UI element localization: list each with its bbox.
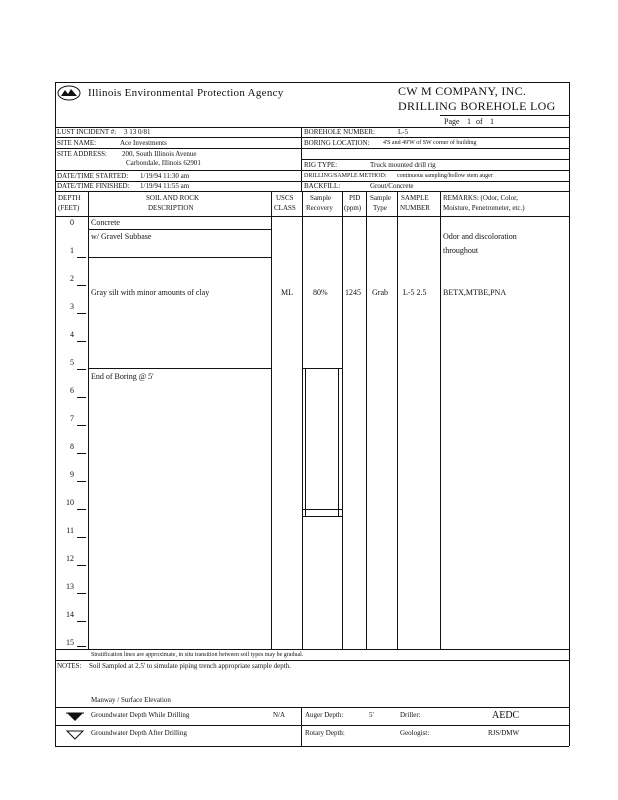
col-line-stype bbox=[397, 191, 398, 649]
gw-while-label: Groundwater Depth While Drilling bbox=[91, 711, 190, 719]
log-recovery: 80% bbox=[313, 288, 328, 297]
page-line-top bbox=[440, 115, 569, 116]
depth-tick bbox=[77, 646, 86, 647]
log-remarks-b: throughout bbox=[443, 246, 479, 255]
depth-tick bbox=[77, 481, 86, 482]
gw-top-line bbox=[55, 707, 569, 708]
date-finished-value: 1/19/94 11:55 am bbox=[140, 182, 190, 190]
col-pid-2: (ppm) bbox=[344, 204, 362, 212]
col-line-snum bbox=[440, 191, 441, 649]
col-pid-1: PID bbox=[349, 194, 361, 202]
page-number: 1 bbox=[467, 117, 471, 126]
rig-type-label: RIG TYPE: bbox=[304, 161, 338, 169]
col-soil-2: DESCRIPTION bbox=[148, 204, 194, 212]
site-name-value: Ace Investments bbox=[120, 139, 167, 147]
depth-label: 2 bbox=[70, 274, 74, 283]
depth-tick bbox=[77, 285, 86, 286]
col-sample-1: Sample bbox=[310, 194, 331, 202]
boring-location-label: BORING LOCATION: bbox=[304, 139, 370, 147]
col-remarks-2: Moisture, Penetrometer, etc.) bbox=[443, 204, 525, 212]
company-name: CW M COMPANY, INC. bbox=[398, 84, 527, 98]
recovery-line-b bbox=[302, 516, 342, 517]
depth-tick bbox=[77, 593, 86, 594]
site-address-label: SITE ADDRESS: bbox=[57, 150, 107, 158]
driller-label: Driller: bbox=[400, 711, 421, 719]
date-started-value: 1/19/94 11:30 am bbox=[140, 172, 190, 180]
log-pid: 1245 bbox=[345, 288, 361, 297]
info-line-4 bbox=[55, 170, 569, 171]
backfill-value: Grout/Concrete bbox=[370, 182, 414, 190]
strata-line-concrete bbox=[88, 229, 271, 230]
depth-label: 5 bbox=[70, 358, 74, 367]
depth-label: 1 bbox=[70, 246, 74, 255]
driller-value: AEDC bbox=[492, 710, 520, 721]
form-title: DRILLING BOREHOLE LOG bbox=[398, 99, 556, 113]
depth-label: 12 bbox=[66, 554, 74, 563]
bottom-border bbox=[55, 746, 569, 747]
depth-label: 15 bbox=[66, 638, 74, 647]
strata-line-subbase bbox=[88, 257, 271, 258]
depth-tick bbox=[77, 565, 86, 566]
depth-tick bbox=[77, 257, 86, 258]
depth-tick bbox=[77, 313, 86, 314]
depth-tick bbox=[77, 397, 86, 398]
iepa-logo-icon bbox=[57, 85, 81, 101]
log-end: End of Boring @ 5' bbox=[91, 372, 154, 381]
depth-tick bbox=[77, 369, 86, 370]
log-bottom-line bbox=[55, 649, 569, 650]
groundwater-after-icon bbox=[66, 727, 84, 737]
depth-label: 9 bbox=[70, 470, 74, 479]
depth-tick bbox=[77, 537, 86, 538]
info-line-2 bbox=[55, 148, 569, 149]
rig-type-value: Truck mounted drill rig bbox=[370, 161, 436, 169]
depth-tick bbox=[77, 509, 86, 510]
lust-value: 3 13 0/81 bbox=[124, 128, 151, 136]
drilling-method-value: continuous sampling/hollow stem auger bbox=[397, 173, 493, 179]
gw-middle-line bbox=[55, 725, 569, 726]
depth-label: 13 bbox=[66, 582, 74, 591]
right-border bbox=[569, 82, 570, 746]
log-remarks-a: Odor and discoloration bbox=[443, 232, 517, 241]
col-line-recovery bbox=[342, 191, 343, 649]
notes-label: NOTES: bbox=[57, 662, 82, 670]
groundwater-while-icon bbox=[66, 709, 84, 719]
depth-tick bbox=[77, 341, 86, 342]
info-line-6 bbox=[55, 191, 569, 192]
backfill-label: BACKFILL: bbox=[304, 182, 341, 190]
auger-value: 5' bbox=[369, 711, 374, 719]
depth-label: 10 bbox=[66, 498, 74, 507]
depth-tick bbox=[77, 621, 86, 622]
surface-elevation: Manway / Surface Elevation bbox=[91, 696, 171, 704]
borehole-label: BOREHOLE NUMBER: bbox=[304, 128, 375, 136]
agency-name: Illinois Environmental Protection Agency bbox=[88, 87, 284, 99]
geologist-value: RJS/DMW bbox=[488, 729, 520, 737]
recovery-bar-right bbox=[338, 368, 339, 516]
depth-label: 7 bbox=[70, 414, 74, 423]
page-label: Page bbox=[444, 117, 460, 126]
col-depth-1: DEPTH bbox=[58, 194, 81, 202]
recovery-bar-left bbox=[305, 368, 306, 516]
col-soil-1: SOIL AND ROCK bbox=[146, 194, 200, 202]
site-address-line1: 200, South Illinois Avenue bbox=[122, 150, 197, 158]
site-name-label: SITE NAME: bbox=[57, 139, 97, 147]
depth-label: 6 bbox=[70, 386, 74, 395]
log-concrete: Concrete bbox=[91, 218, 120, 227]
log-subbase: w/ Gravel Subbase bbox=[91, 232, 152, 241]
rotary-label: Rotary Depth: bbox=[305, 729, 345, 737]
page-of: of bbox=[476, 117, 483, 126]
col-snum-2: NUMBER bbox=[400, 204, 430, 212]
col-depth-2: (FEET) bbox=[58, 204, 80, 212]
col-remarks-1: REMARKS: (Odor, Color, bbox=[443, 194, 518, 202]
log-remarks-c: BETX,MTBE,PNA bbox=[443, 288, 507, 297]
notes-top-line bbox=[55, 660, 569, 661]
log-uscs: ML bbox=[281, 288, 293, 297]
auger-label: Auger Depth: bbox=[305, 711, 344, 719]
column-header-bottom bbox=[55, 216, 569, 217]
col-stype-1: Sample bbox=[370, 194, 391, 202]
depth-label: 4 bbox=[70, 330, 74, 339]
col-sample-2: Recovery bbox=[306, 204, 333, 212]
date-finished-label: DATE/TIME FINISHED: bbox=[57, 182, 130, 190]
col-line-pid bbox=[366, 191, 367, 649]
top-border bbox=[55, 82, 569, 83]
log-sample-type: Grab bbox=[372, 288, 388, 297]
depth-label: 3 bbox=[70, 302, 74, 311]
lust-label: LUST INCIDENT #: bbox=[57, 128, 117, 136]
drilling-method-label: DRILLING/SAMPLE METHOD: bbox=[304, 173, 387, 179]
info-line-3 bbox=[301, 159, 569, 160]
depth-label: 11 bbox=[66, 526, 74, 535]
strata-line-end bbox=[88, 368, 271, 369]
depth-tick bbox=[77, 425, 86, 426]
log-silt: Gray silt with minor amounts of clay bbox=[91, 288, 210, 297]
notes-text: Soil Sampled at 2.5' to simulate piping trench appropriate sample depth. bbox=[89, 662, 291, 670]
log-sample-number: L-5 2.5 bbox=[403, 288, 427, 297]
gw-after-label: Groundwater Depth After Drilling bbox=[91, 729, 187, 737]
col-stype-2: Type bbox=[373, 204, 387, 212]
recovery-line-a bbox=[302, 509, 342, 510]
borehole-value: L-5 bbox=[398, 128, 409, 136]
depth-label: 8 bbox=[70, 442, 74, 451]
col-uscs-2: CLASS bbox=[274, 204, 296, 212]
depth-tick bbox=[77, 453, 86, 454]
date-started-label: DATE/TIME STARTED: bbox=[57, 172, 129, 180]
col-line-soil bbox=[271, 191, 272, 649]
gw-while-value: N/A bbox=[273, 711, 286, 719]
depth-label: 14 bbox=[66, 610, 74, 619]
recovery-line-top bbox=[302, 368, 342, 369]
boundary-note: Stratification lines are approximate, in situ transition between soil types may be gradual. bbox=[91, 652, 304, 658]
page-total: 1 bbox=[490, 117, 494, 126]
col-snum-1: SAMPLE bbox=[401, 194, 429, 202]
col-line-depth bbox=[88, 191, 89, 649]
boring-location-value: 4'S and 49'W of SW corner of building bbox=[383, 140, 477, 146]
info-line-1 bbox=[55, 137, 569, 138]
col-uscs-1: USCS bbox=[276, 194, 294, 202]
bottom-divider bbox=[301, 707, 302, 746]
site-address-line2: Carbondale, Illinois 62901 bbox=[126, 159, 201, 167]
geologist-label: Geologist: bbox=[400, 729, 430, 737]
col-line-uscs bbox=[302, 191, 303, 649]
depth-label: 0 bbox=[70, 218, 74, 227]
